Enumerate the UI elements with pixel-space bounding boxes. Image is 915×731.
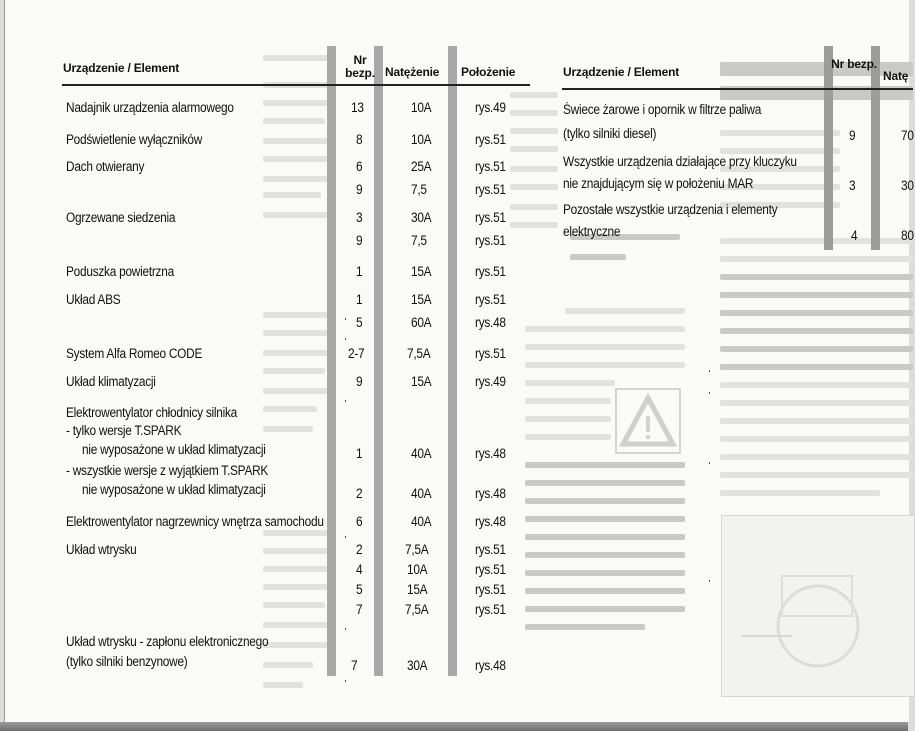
row-label: Układ wtrysku	[66, 542, 137, 557]
row-nr: 7	[356, 602, 363, 617]
row-nr: 3	[356, 210, 363, 225]
row-position: rys.51	[475, 210, 506, 225]
header-current: Natężenie	[385, 65, 440, 79]
row-current: 40A	[411, 514, 432, 529]
row-label: Świece żarowe i opornik w filtrze paliwa	[563, 102, 762, 117]
row-nr: 1	[356, 264, 363, 279]
row-nr: 2	[356, 486, 363, 501]
row-position: rys.48	[475, 446, 506, 461]
row-position: rys.51	[475, 542, 506, 557]
row-nr: 6	[356, 159, 363, 174]
row-label: Układ ABS	[66, 292, 121, 307]
row-nr: 7	[351, 658, 358, 673]
row-current: 60A	[411, 315, 432, 330]
header-rule-right	[562, 88, 913, 90]
row-nr: 1	[356, 446, 363, 461]
row-position: rys.51	[475, 182, 506, 197]
row-nr: 3	[849, 178, 856, 193]
row-position: rys.51	[475, 562, 506, 577]
header-current-right: Natę	[883, 69, 909, 83]
row-position: rys.48	[475, 315, 506, 330]
row-current: 7,5	[411, 182, 427, 197]
row-position: rys.49	[475, 374, 506, 389]
row-position: rys.51	[475, 292, 506, 307]
row-label: nie znajdującym się w położeniu MAR	[563, 176, 754, 191]
row-current: 10A	[407, 562, 428, 577]
row-position: rys.51	[475, 582, 506, 597]
row-current: 70	[901, 128, 914, 143]
row-current: 15A	[411, 292, 432, 307]
row-label: Układ klimatyzacji	[66, 374, 156, 389]
header-nr-right	[831, 58, 877, 71]
row-nr: 4	[851, 228, 858, 243]
row-label: nie wyposażone w układ klimatyzacji	[82, 442, 266, 457]
row-label: nie wyposażone w układ klimatyzacji	[82, 482, 266, 497]
row-nr: 13	[351, 100, 364, 115]
row-label: - wszystkie wersje z wyjątkiem T.SPARK	[66, 463, 269, 478]
row-label: elektryczne	[563, 224, 621, 239]
row-label: Układ wtrysku - zapłonu elektronicznego	[66, 634, 269, 649]
row-label: Dach otwierany	[66, 159, 145, 174]
header-device-right: Urządzenie / Element	[563, 65, 680, 79]
row-nr: 2-7	[348, 346, 365, 361]
row-label: Pozostałe wszystkie urządzenia i elementy	[563, 202, 778, 217]
background-photo	[721, 515, 915, 697]
row-current: 30	[901, 178, 914, 193]
row-position: rys.49	[475, 100, 506, 115]
row-label: Poduszka powietrzna	[66, 264, 174, 279]
row-current: 10A	[411, 100, 432, 115]
column-bar-current	[374, 46, 383, 676]
header-rule-left	[62, 84, 530, 86]
row-nr: 1	[356, 292, 363, 307]
header-device: Urządzenie / Element	[63, 61, 180, 75]
row-nr: 4	[356, 562, 363, 577]
row-current: 7,5A	[405, 542, 429, 557]
header-nr-right-label: Nr bezp.	[831, 57, 877, 71]
row-position: rys.51	[475, 264, 506, 279]
row-nr: 9	[356, 182, 363, 197]
column-bar-right-nr	[824, 46, 833, 250]
row-nr: 9	[356, 233, 363, 248]
row-label: System Alfa Romeo CODE	[66, 346, 203, 361]
row-label: Podświetlenie wyłączników	[66, 132, 203, 147]
row-position: rys.48	[475, 514, 506, 529]
row-nr: 9	[356, 374, 363, 389]
row-nr: 5	[356, 582, 363, 597]
column-bar-position	[448, 46, 457, 676]
page-scan	[4, 0, 914, 722]
row-nr: 6	[356, 514, 363, 529]
row-current: 7,5A	[407, 346, 431, 361]
row-position: rys.51	[475, 159, 506, 174]
row-label: Elektrowentylator nagrzewnicy wnętrza samochodu	[66, 514, 324, 529]
row-position: rys.51	[475, 132, 506, 147]
row-label: Ogrzewane siedzenia	[66, 210, 176, 225]
row-position: rys.51	[475, 346, 506, 361]
row-current: 25A	[411, 159, 432, 174]
row-current: 30A	[407, 658, 428, 673]
row-label: (tylko silniki diesel)	[563, 126, 657, 141]
column-bar-nr	[327, 46, 336, 676]
row-current: 30A	[411, 210, 432, 225]
row-nr: 2	[356, 542, 363, 557]
column-bar-right-current	[871, 46, 880, 250]
row-nr: 8	[356, 132, 363, 147]
header-nr-label: Nr bezp.	[345, 53, 375, 80]
row-current: 40A	[411, 486, 432, 501]
row-position: rys.48	[475, 658, 506, 673]
header-position: Położenie	[461, 65, 516, 79]
row-current: 80	[901, 228, 914, 243]
row-current: 15A	[407, 582, 428, 597]
row-nr: 9	[849, 128, 856, 143]
row-label: Wszystkie urządzenia działające przy kluczyku	[563, 154, 797, 169]
row-position: rys.51	[475, 602, 506, 617]
row-label: Elektrowentylator chłodnicy silnika	[66, 405, 238, 420]
row-nr: 5	[356, 315, 363, 330]
row-current: 10A	[411, 132, 432, 147]
row-current: 40A	[411, 446, 432, 461]
row-position: rys.48	[475, 486, 506, 501]
page-bottom-edge	[0, 722, 908, 731]
row-current: 7,5	[411, 233, 427, 248]
row-current: 15A	[411, 374, 432, 389]
warning-triangle-icon	[615, 388, 681, 454]
row-current: 7,5A	[405, 602, 429, 617]
row-label: Nadajnik urządzenia alarmowego	[66, 100, 234, 115]
row-current: 15A	[411, 264, 432, 279]
row-label: - tylko wersje T.SPARK	[66, 423, 182, 438]
header-nr	[340, 54, 380, 80]
row-label: (tylko silniki benzynowe)	[66, 654, 188, 669]
row-position: rys.51	[475, 233, 506, 248]
